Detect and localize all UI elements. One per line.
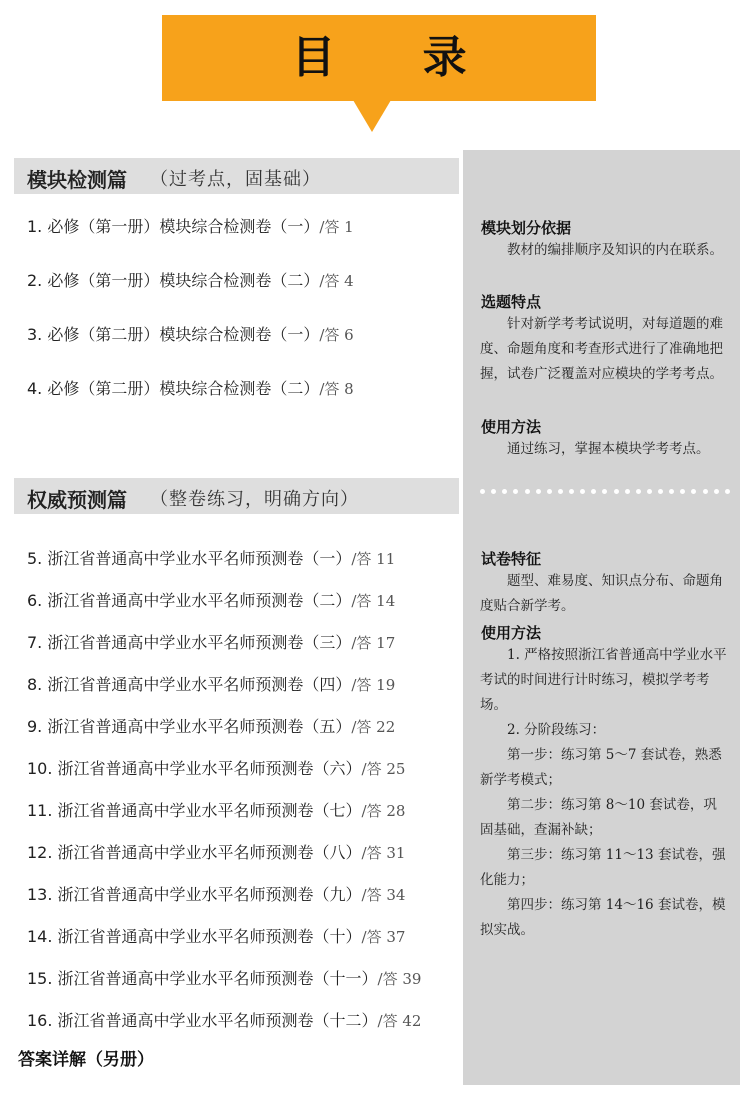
toc-item-label: 16. 浙江省普通高中学业水平名师预测卷（十二）: [27, 1011, 378, 1030]
toc-item[interactable]: [27, 840, 405, 863]
toc-item-label: 3. 必修（第二册）模块综合检测卷（一）: [27, 325, 320, 344]
toc-item-answer: /答 34: [361, 886, 406, 904]
toc-item-answer: /答 11: [351, 550, 396, 568]
toc-item-answer: /答 28: [361, 802, 406, 820]
toc-item-answer: /答 17: [351, 634, 396, 652]
toc-item[interactable]: [27, 322, 354, 345]
dotted-divider: [480, 485, 730, 497]
answers-note: 答案详解（另册）: [18, 1050, 154, 1070]
section-subtitle-module: （过考点，固基础）: [150, 169, 321, 190]
toc-item[interactable]: [27, 756, 405, 779]
toc-item[interactable]: [27, 672, 395, 695]
side-paragraph: 教材的编排顺序及知识的内在联系。: [507, 242, 723, 258]
toc-item[interactable]: [27, 546, 395, 569]
toc-item-label: 9. 浙江省普通高中学业水平名师预测卷（五）: [27, 717, 352, 736]
toc-item[interactable]: [27, 882, 405, 905]
toc-item-label: 15. 浙江省普通高中学业水平名师预测卷（十一）: [27, 969, 378, 988]
side-heading: 试卷特征: [481, 550, 542, 568]
toc-item[interactable]: [27, 268, 354, 291]
toc-item-label: 7. 浙江省普通高中学业水平名师预测卷（三）: [27, 633, 352, 652]
toc-item-label: 5. 浙江省普通高中学业水平名师预测卷（一）: [27, 549, 352, 568]
toc-item[interactable]: [27, 214, 354, 237]
side-paragraph: 题型、难易度、知识点分布、命题角度贴合新学考。: [480, 573, 723, 614]
toc-item-answer: /答 6: [319, 326, 354, 344]
side-paragraph: 2. 分阶段练习：: [507, 722, 606, 738]
toc-item[interactable]: [27, 1008, 421, 1031]
section-subtitle-predict: （整卷练习，明确方向）: [150, 489, 359, 510]
toc-item-answer: /答 19: [351, 676, 396, 694]
toc-item-answer: /答 8: [319, 380, 354, 398]
toc-item-label: 2. 必修（第一册）模块综合检测卷（二）: [27, 271, 320, 290]
toc-item[interactable]: [27, 798, 405, 821]
side-heading: 选题特点: [481, 293, 542, 311]
toc-item-answer: /答 25: [361, 760, 406, 778]
banner-arrow: [353, 100, 391, 132]
toc-item-label: 4. 必修（第二册）模块综合检测卷（二）: [27, 379, 320, 398]
toc-item-label: 8. 浙江省普通高中学业水平名师预测卷（四）: [27, 675, 352, 694]
side-paragraph: 第四步：练习第 14～16 套试卷，模拟实战。: [480, 897, 726, 938]
toc-item-answer: /答 31: [361, 844, 406, 862]
toc-item-label: 11. 浙江省普通高中学业水平名师预测卷（七）: [27, 801, 362, 820]
toc-item-label: 1. 必修（第一册）模块综合检测卷（一）: [27, 217, 320, 236]
toc-item[interactable]: [27, 924, 405, 947]
side-paragraph: 第二步：练习第 8～10 套试卷，巩固基础，查漏补缺；: [480, 797, 717, 838]
side-heading: 使用方法: [481, 624, 542, 642]
toc-item-label: 13. 浙江省普通高中学业水平名师预测卷（九）: [27, 885, 362, 904]
side-paragraph: 第一步：练习第 5～7 套试卷，熟悉新学考模式；: [480, 747, 722, 788]
toc-item[interactable]: [27, 376, 354, 399]
side-paragraph: 第三步：练习第 11～13 套试卷，强化能力；: [480, 847, 726, 888]
side-paragraph: 针对新学考考试说明，对每道题的难度、命题角度和考查形式进行了准确地把握，试卷广泛覆盖对应模块的学考考点。: [480, 316, 723, 382]
toc-item-label: 12. 浙江省普通高中学业水平名师预测卷（八）: [27, 843, 362, 862]
toc-item[interactable]: [27, 630, 395, 653]
toc-item-label: 14. 浙江省普通高中学业水平名师预测卷（十）: [27, 927, 362, 946]
page-title: 目 录: [291, 32, 503, 83]
side-paragraph: 通过练习，掌握本模块学考考点。: [507, 441, 710, 457]
side-paragraph: 1. 严格按照浙江省普通高中学业水平考试的时间进行计时练习，模拟学考考场。: [480, 647, 727, 713]
toc-item-answer: /答 37: [361, 928, 406, 946]
toc-item[interactable]: [27, 966, 421, 989]
toc-item[interactable]: [27, 714, 395, 737]
toc-item-label: 6. 浙江省普通高中学业水平名师预测卷（二）: [27, 591, 352, 610]
section-title-module: 模块检测篇: [27, 168, 127, 192]
toc-item-answer: /答 4: [319, 272, 354, 290]
toc-item-answer: /答 39: [377, 970, 422, 988]
side-heading: 使用方法: [481, 418, 542, 436]
section-title-predict: 权威预测篇: [27, 488, 127, 512]
toc-item[interactable]: [27, 588, 395, 611]
side-heading: 模块划分依据: [481, 219, 572, 237]
toc-item-answer: /答 22: [351, 718, 396, 736]
toc-item-answer: /答 14: [351, 592, 396, 610]
toc-item-label: 10. 浙江省普通高中学业水平名师预测卷（六）: [27, 759, 362, 778]
toc-item-answer: /答 1: [319, 218, 354, 236]
toc-item-answer: /答 42: [377, 1012, 422, 1030]
